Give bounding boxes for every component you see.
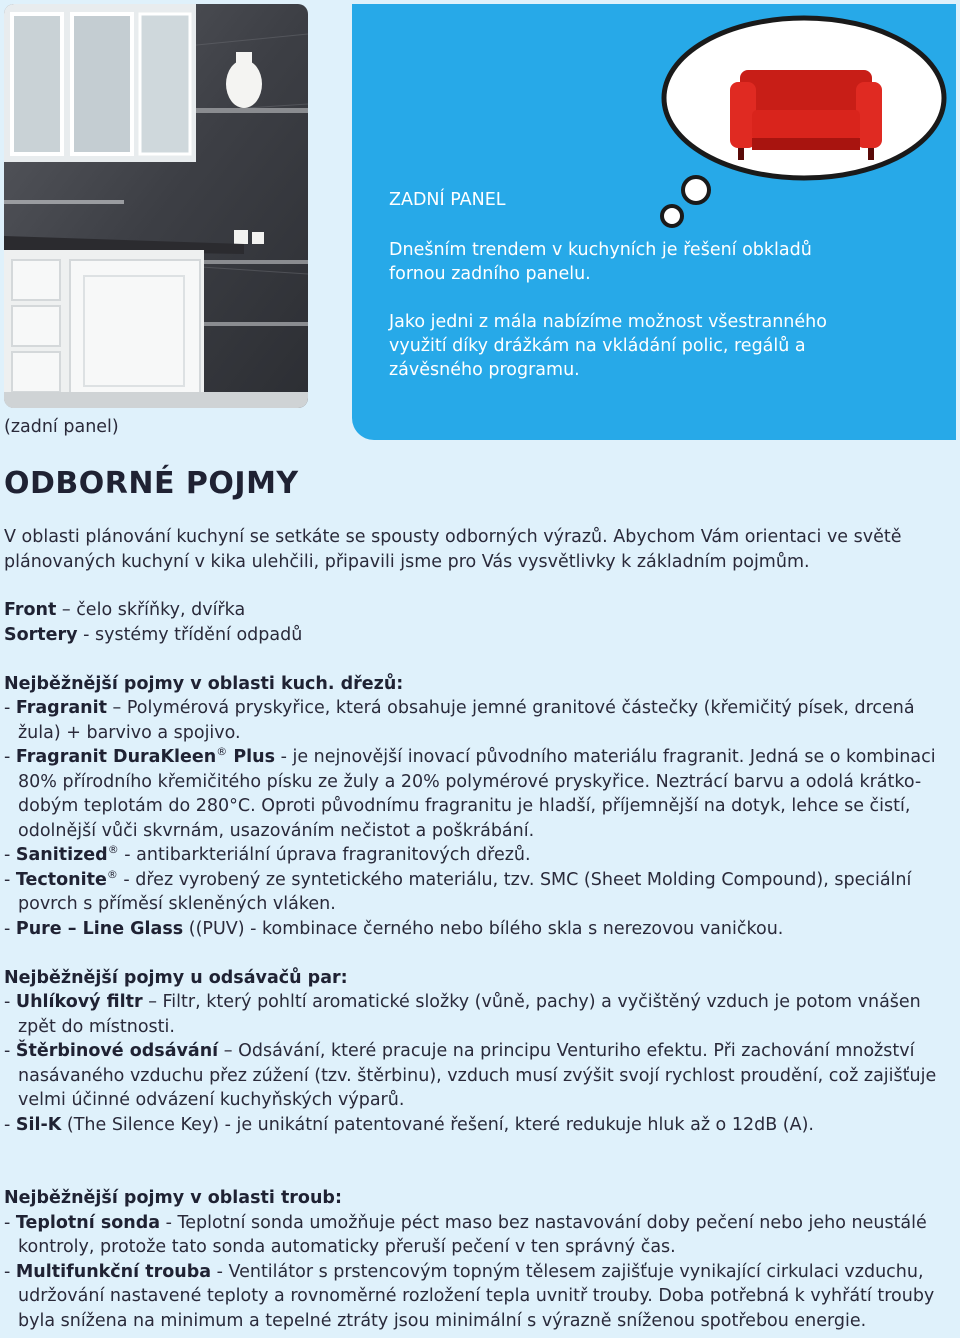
hood-item-silk: - Sil-K (The Silence Key) - je unikátní patentované řešení, které redukuje hluk až o 12dB (A).: [4, 1114, 814, 1135]
sink-item-sanitized: - Sanitized® - antibarkteriální úprava fragranitových dřezů.: [4, 843, 531, 865]
photo-caption: (zadní panel): [4, 417, 119, 437]
sink-item-durakleen: - Fragranit DuraKleen® Plus - je nejnovější inovací původního materiálu fragranit. Jedná se o kombinaci 80% přírodního křemičitého písku ze žuly a 20% polymérové pryskyřice. Neztrácí barvu a odolá krátko- dobým teplotám do 280°C. Oproti původnímu fragranitu je hladší, příjemnější na dotyk, lehce se čistí, odolnější vůči skvrnám, usazováním nečistot a poškrábání.: [4, 745, 936, 841]
sink-item-fragranit: - Fragranit – Polymérová pryskyřice, která obsahuje jemné granitové částečky (křemičitý písek, drcená žula) + barvivo a spojivo.: [4, 698, 915, 743]
intro-paragraph: V oblasti plánování kuchyní se setkáte se spousty odborných výrazů. Abychom Vám orientaci ve světě plánovaných kuchyní v kika ulehčili, připavili jsme pro Vás vysvětlivky k základním pojmům.: [4, 527, 902, 572]
oven-item-probe: - Teplotní sonda - Teplotní sonda umožňuje péct maso bez nastavování doby pečení nebo jeho neustálé kontroly, protože tato sonda automaticky přeruší pečení v ten správný čas.: [4, 1212, 927, 1257]
term-sortery: Sortery - systémy třídění odpadů: [4, 624, 303, 645]
panel-paragraph-2: Jako jedni z mála nabízíme možnost všestranného využití díky drážkám na vkládání polic, regálů a závěsného programu.: [389, 312, 827, 380]
hood-item-slot-extraction: - Štěrbinové odsávání – Odsávání, které pracuje na principu Venturiho efektu. Při zachování množství nasávaného vzduchu přez zúžení (tzv. štěrbinu), vzduch musí zvýšit svojí rychlost proudění, což zajišťuje velmi účinné odvázení kuchyňských výparů.: [4, 1041, 937, 1110]
panel-paragraph-1: Dnešním trendem v kuchyních je řešení obkladů fornou zadního panelu.: [389, 240, 812, 284]
ovens-heading: Nejběžnější pojmy v oblasti troub:: [4, 1188, 342, 1208]
hood-item-carbon-filter: - Uhlíkový filtr – Filtr, který pohltí aromatické složky (vůně, pachy) a vyčištěný vzduch je potom vnášen zpět do místnosti.: [4, 992, 921, 1037]
sinks-heading: Nejběžnější pojmy v oblasti kuch. dřezů:: [4, 673, 404, 694]
sink-item-tectonite: - Tectonite® - dřez vyrobený ze syntetického materiálu, tzv. SMC (Sheet Molding Compound), speciální povrch s příměsí skleněných vláken.: [4, 867, 912, 914]
page-title: ODBORNÉ POJMY: [4, 466, 299, 501]
hoods-heading: Nejběžnější pojmy u odsávačů par:: [4, 967, 348, 988]
term-front: Front – čelo skříňky, dvířka: [4, 600, 246, 620]
kitchen-photo: [4, 4, 308, 408]
terms-content: [4, 525, 944, 1333]
thought-bubble-sofa: [652, 10, 950, 232]
sofa-icon: [730, 70, 882, 160]
oven-item-multifunction: - Multifunkční trouba - Ventilátor s prstencovým topným tělesem zajišťuje vynikající cirkulaci vzduchu, udržování nastavené teploty a rovnoměrné rozložení tepla uvnitř trouby. Doba potřebná k vyhřátí trouby byla snížena na minimum a tepelné ztráty jsou minimální s výrazně sníženou spotřebou energie.: [4, 1261, 935, 1331]
panel-title: ZADNÍ PANEL: [389, 190, 506, 210]
sink-item-pure-line-glass: - Pure – Line Glass ((PUV) - kombinace černého nebo bílého skla s nerezovou vaničkou.: [4, 918, 784, 939]
